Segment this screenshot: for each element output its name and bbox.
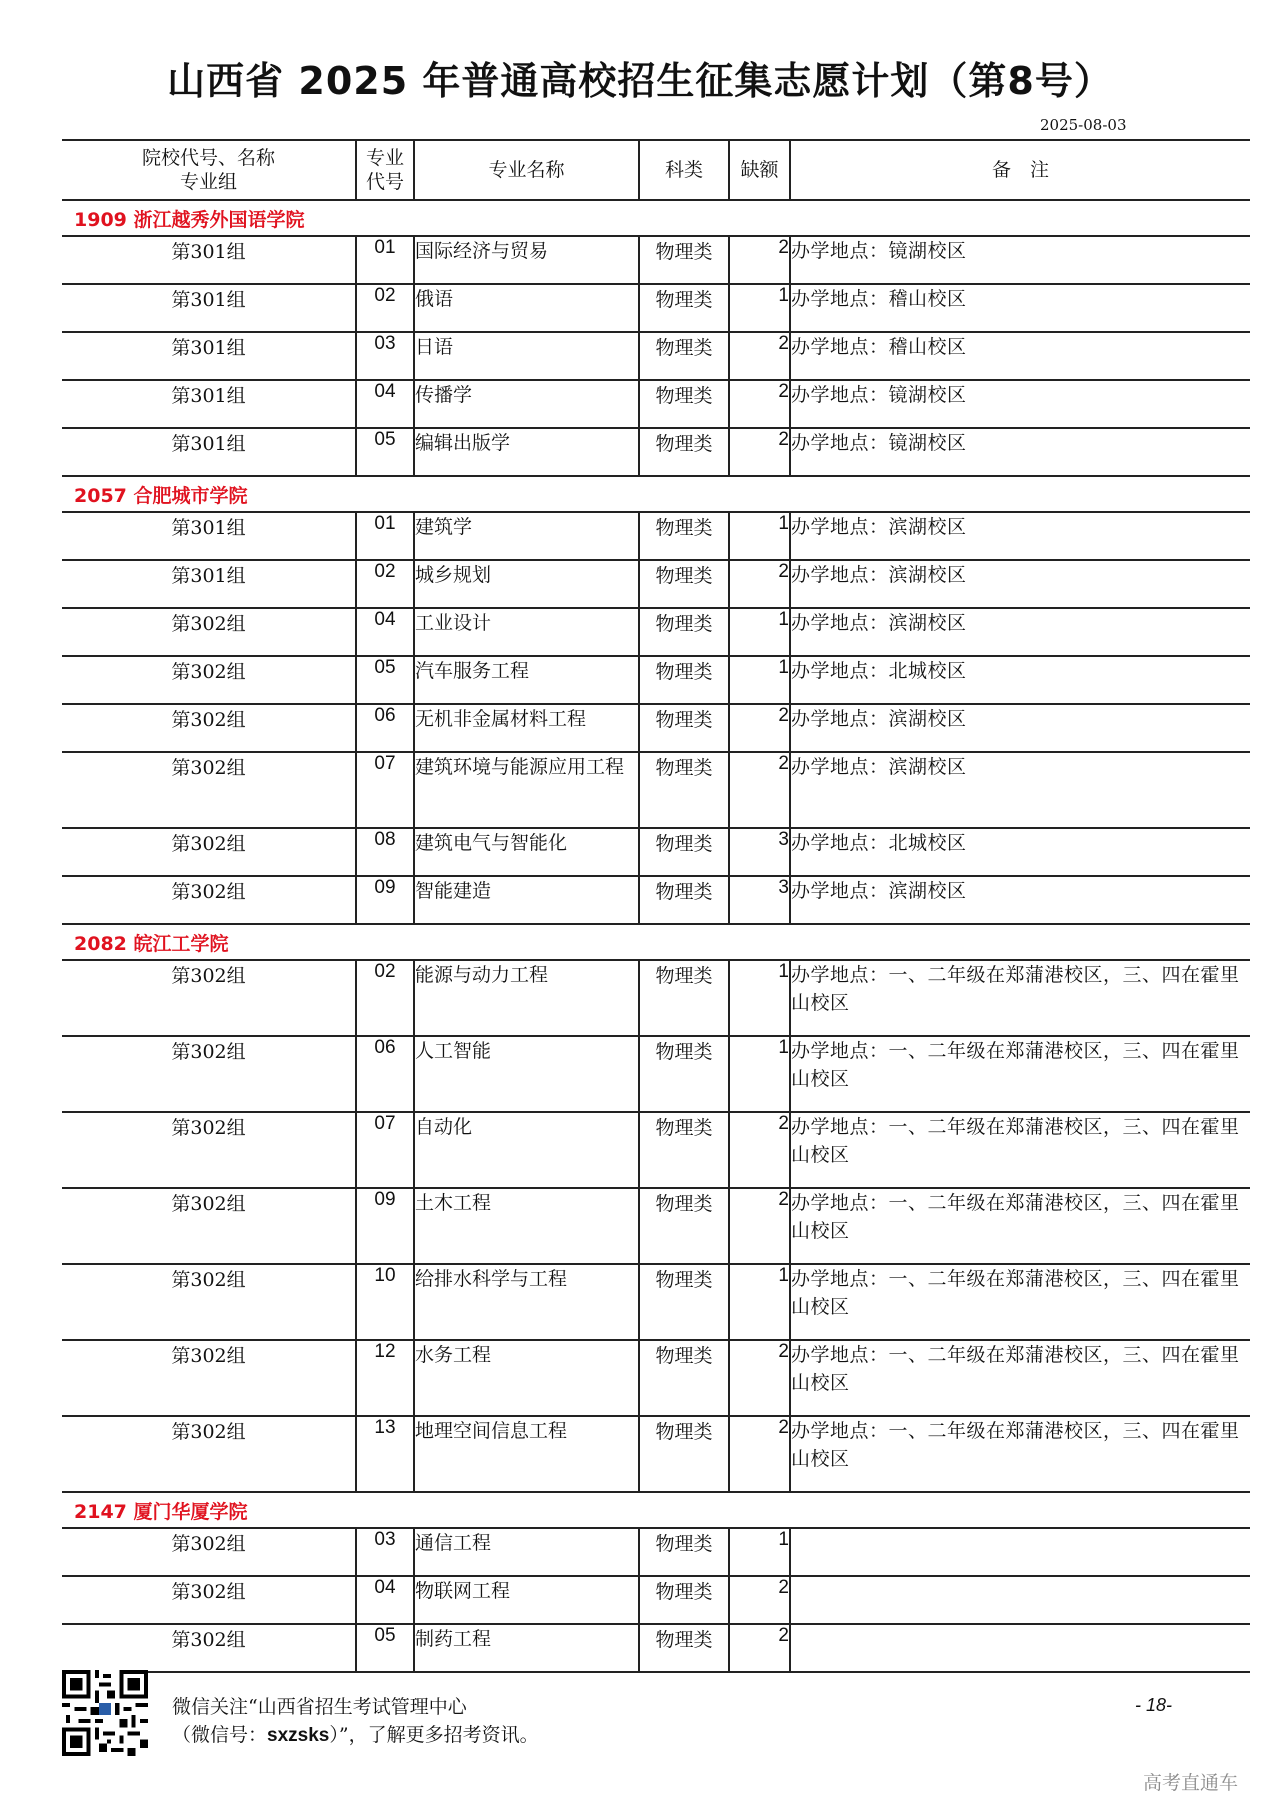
major-code-cell: 06 [356, 1036, 414, 1112]
table-row [62, 1112, 1250, 1188]
subject-type-cell: 物理类 [639, 560, 729, 608]
major-code-cell: 04 [356, 1576, 414, 1624]
major-name-cell: 建筑学 [414, 512, 639, 560]
major-name-cell: 汽车服务工程 [414, 656, 639, 704]
subject-type-cell: 物理类 [639, 284, 729, 332]
table-row [62, 1528, 1250, 1576]
table-row [62, 512, 1250, 560]
wechat-id: sxzsks [267, 1725, 330, 1746]
quota-cell: 2 [729, 1624, 790, 1672]
subject-type-cell: 物理类 [639, 1624, 729, 1672]
major-name-cell: 制药工程 [414, 1624, 639, 1672]
subject-type-cell: 物理类 [639, 1188, 729, 1264]
major-name-cell: 国际经济与贸易 [414, 236, 639, 284]
major-code-cell: 07 [356, 1112, 414, 1188]
major-name-cell: 通信工程 [414, 1528, 639, 1576]
major-name-cell: 智能建造 [414, 876, 639, 924]
school-name: 1909 浙江越秀外国语学院 [62, 200, 1250, 236]
major-name-cell: 无机非金属材料工程 [414, 704, 639, 752]
subject-type-cell: 物理类 [639, 1036, 729, 1112]
subject-type-cell: 物理类 [639, 236, 729, 284]
table-row [62, 380, 1250, 428]
major-code-cell: 02 [356, 960, 414, 1036]
subject-type-cell: 物理类 [639, 1340, 729, 1416]
group-cell: 第302组 [62, 704, 356, 752]
group-cell: 第302组 [62, 656, 356, 704]
table-row [62, 236, 1250, 284]
note-cell: 办学地点：一、二年级在郑蒲港校区，三、四在霍里山校区 [790, 1416, 1250, 1492]
header-quota: 缺额 [729, 140, 790, 200]
page-title: 山西省 2025 年普通高校招生征集志愿计划（第8号） [167, 59, 1113, 103]
header-code-line2: 代号 [365, 171, 404, 193]
group-cell: 第301组 [62, 380, 356, 428]
note-cell: 办学地点：稽山校区 [790, 332, 1250, 380]
note-cell: 办学地点：滨湖校区 [790, 512, 1250, 560]
major-code-cell: 10 [356, 1264, 414, 1340]
note-cell: 办学地点：滨湖校区 [790, 752, 1250, 828]
group-cell: 第302组 [62, 1528, 356, 1576]
group-cell: 第302组 [62, 1416, 356, 1492]
quota-cell: 1 [729, 512, 790, 560]
major-code-cell: 01 [356, 236, 414, 284]
quota-cell: 2 [729, 332, 790, 380]
quota-cell: 1 [729, 1036, 790, 1112]
major-name-cell: 水务工程 [414, 1340, 639, 1416]
quota-cell: 1 [729, 608, 790, 656]
major-name-cell: 土木工程 [414, 1188, 639, 1264]
page-number: - 18- [1135, 1695, 1173, 1715]
subject-type-cell: 物理类 [639, 332, 729, 380]
major-code-cell: 05 [356, 428, 414, 476]
table-header-row [62, 140, 1250, 200]
table-row [62, 332, 1250, 380]
watermark: 高考直通车 [1143, 1772, 1239, 1794]
quota-cell: 2 [729, 1188, 790, 1264]
note-cell: 办学地点：一、二年级在郑蒲港校区，三、四在霍里山校区 [790, 1340, 1250, 1416]
subject-type-cell: 物理类 [639, 380, 729, 428]
table-row [62, 1576, 1250, 1624]
table-body [62, 200, 1250, 1672]
subject-type-cell: 物理类 [639, 428, 729, 476]
note-cell: 办学地点：滨湖校区 [790, 704, 1250, 752]
major-name-cell: 建筑电气与智能化 [414, 828, 639, 876]
major-code-cell: 06 [356, 704, 414, 752]
subject-type-cell: 物理类 [639, 828, 729, 876]
subject-type-cell: 物理类 [639, 752, 729, 828]
major-name-cell: 传播学 [414, 380, 639, 428]
subject-type-cell: 物理类 [639, 876, 729, 924]
major-code-cell: 03 [356, 1528, 414, 1576]
footer-line1: 微信关注“山西省招生考试管理中心 [172, 1696, 467, 1718]
major-code-cell: 02 [356, 284, 414, 332]
school-section-header [62, 924, 1250, 960]
group-cell: 第302组 [62, 1112, 356, 1188]
major-code-cell: 01 [356, 512, 414, 560]
group-cell: 第302组 [62, 1264, 356, 1340]
school-name: 2147 厦门华厦学院 [62, 1492, 1250, 1528]
quota-cell: 2 [729, 428, 790, 476]
group-cell: 第301组 [62, 284, 356, 332]
quota-cell: 1 [729, 284, 790, 332]
note-cell [790, 1576, 1250, 1624]
note-cell: 办学地点：镜湖校区 [790, 428, 1250, 476]
header-subject-type: 科类 [639, 140, 729, 200]
quota-cell: 2 [729, 1112, 790, 1188]
major-name-cell: 建筑环境与能源应用工程 [414, 752, 639, 828]
table-row [62, 1624, 1250, 1672]
major-code-cell: 09 [356, 1188, 414, 1264]
publish-date: 2025-08-03 [1040, 116, 1127, 134]
table-row [62, 752, 1250, 828]
quota-cell: 2 [729, 1576, 790, 1624]
group-cell: 第302组 [62, 828, 356, 876]
quota-cell: 1 [729, 960, 790, 1036]
quota-cell: 1 [729, 656, 790, 704]
subject-type-cell: 物理类 [639, 1264, 729, 1340]
group-cell: 第301组 [62, 512, 356, 560]
group-cell: 第302组 [62, 1036, 356, 1112]
major-name-cell: 地理空间信息工程 [414, 1416, 639, 1492]
footer-wechat-notice [172, 1693, 539, 1750]
group-cell: 第302组 [62, 608, 356, 656]
note-cell: 办学地点：一、二年级在郑蒲港校区，三、四在霍里山校区 [790, 1036, 1250, 1112]
quota-cell: 2 [729, 752, 790, 828]
quota-cell: 3 [729, 828, 790, 876]
header-school-group [62, 140, 356, 200]
quota-cell: 2 [729, 236, 790, 284]
subject-type-cell: 物理类 [639, 512, 729, 560]
group-cell: 第302组 [62, 1188, 356, 1264]
header-group-label: 专业组 [179, 171, 237, 193]
major-code-cell: 12 [356, 1340, 414, 1416]
header-major-name: 专业名称 [414, 140, 639, 200]
major-code-cell: 04 [356, 608, 414, 656]
major-name-cell: 日语 [414, 332, 639, 380]
note-cell: 办学地点：一、二年级在郑蒲港校区，三、四在霍里山校区 [790, 1112, 1250, 1188]
header-school-label: 院校代号、名称 [141, 147, 275, 169]
footer-line2-prefix: （微信号： [172, 1724, 268, 1746]
school-name: 2057 合肥城市学院 [62, 476, 1250, 512]
major-name-cell: 能源与动力工程 [414, 960, 639, 1036]
note-cell: 办学地点：滨湖校区 [790, 560, 1250, 608]
major-code-cell: 02 [356, 560, 414, 608]
note-cell: 办学地点：滨湖校区 [790, 608, 1250, 656]
subject-type-cell: 物理类 [639, 656, 729, 704]
major-code-cell: 05 [356, 1624, 414, 1672]
subject-type-cell: 物理类 [639, 1576, 729, 1624]
quota-cell: 1 [729, 1264, 790, 1340]
table-row [62, 1188, 1250, 1264]
note-cell: 办学地点：一、二年级在郑蒲港校区，三、四在霍里山校区 [790, 1264, 1250, 1340]
major-name-cell: 俄语 [414, 284, 639, 332]
major-name-cell: 工业设计 [414, 608, 639, 656]
group-cell: 第302组 [62, 752, 356, 828]
group-cell: 第301组 [62, 332, 356, 380]
group-cell: 第302组 [62, 876, 356, 924]
header-note: 备 注 [790, 140, 1250, 200]
table-row [62, 1340, 1250, 1416]
major-code-cell: 13 [356, 1416, 414, 1492]
quota-cell: 2 [729, 704, 790, 752]
school-section-header [62, 200, 1250, 236]
table-row [62, 828, 1250, 876]
footer-line2-suffix: ）”，了解更多招考资讯。 [329, 1724, 539, 1746]
major-code-cell: 08 [356, 828, 414, 876]
subject-type-cell: 物理类 [639, 960, 729, 1036]
quota-cell: 2 [729, 1416, 790, 1492]
school-section-header [62, 1492, 1250, 1528]
major-name-cell: 人工智能 [414, 1036, 639, 1112]
subject-type-cell: 物理类 [639, 608, 729, 656]
school-name: 2082 皖江工学院 [62, 924, 1250, 960]
note-cell: 办学地点：稽山校区 [790, 284, 1250, 332]
major-code-cell: 04 [356, 380, 414, 428]
note-cell: 办学地点：北城校区 [790, 828, 1250, 876]
footer-line2 [172, 1721, 539, 1750]
table-row [62, 656, 1250, 704]
table-row [62, 876, 1250, 924]
quota-cell: 2 [729, 560, 790, 608]
note-cell: 办学地点：一、二年级在郑蒲港校区，三、四在霍里山校区 [790, 960, 1250, 1036]
header-code-line1: 专业 [365, 147, 404, 169]
group-cell: 第301组 [62, 428, 356, 476]
quota-cell: 3 [729, 876, 790, 924]
table-row [62, 1036, 1250, 1112]
table-row [62, 560, 1250, 608]
note-cell [790, 1624, 1250, 1672]
subject-type-cell: 物理类 [639, 704, 729, 752]
major-name-cell: 物联网工程 [414, 1576, 639, 1624]
table-row [62, 608, 1250, 656]
group-cell: 第302组 [62, 960, 356, 1036]
major-name-cell: 自动化 [414, 1112, 639, 1188]
table-row [62, 1416, 1250, 1492]
major-name-cell: 编辑出版学 [414, 428, 639, 476]
note-cell: 办学地点：北城校区 [790, 656, 1250, 704]
subject-type-cell: 物理类 [639, 1416, 729, 1492]
subject-type-cell: 物理类 [639, 1112, 729, 1188]
quota-cell: 2 [729, 1340, 790, 1416]
enrollment-plan-table [62, 139, 1250, 1673]
major-code-cell: 07 [356, 752, 414, 828]
table-row [62, 428, 1250, 476]
header-major-code [356, 140, 414, 200]
school-section-header [62, 476, 1250, 512]
quota-cell: 2 [729, 380, 790, 428]
group-cell: 第302组 [62, 1576, 356, 1624]
note-cell: 办学地点：镜湖校区 [790, 236, 1250, 284]
note-cell [790, 1528, 1250, 1576]
note-cell: 办学地点：镜湖校区 [790, 380, 1250, 428]
major-code-cell: 03 [356, 332, 414, 380]
table-row [62, 284, 1250, 332]
group-cell: 第301组 [62, 236, 356, 284]
major-name-cell: 给排水科学与工程 [414, 1264, 639, 1340]
note-cell: 办学地点：滨湖校区 [790, 876, 1250, 924]
table-row [62, 704, 1250, 752]
group-cell: 第302组 [62, 1340, 356, 1416]
major-name-cell: 城乡规划 [414, 560, 639, 608]
table-row [62, 960, 1250, 1036]
subject-type-cell: 物理类 [639, 1528, 729, 1576]
quota-cell: 1 [729, 1528, 790, 1576]
group-cell: 第302组 [62, 1624, 356, 1672]
group-cell: 第301组 [62, 560, 356, 608]
major-code-cell: 09 [356, 876, 414, 924]
qr-code-icon [62, 1670, 148, 1756]
note-cell: 办学地点：一、二年级在郑蒲港校区，三、四在霍里山校区 [790, 1188, 1250, 1264]
table-row [62, 1264, 1250, 1340]
major-code-cell: 05 [356, 656, 414, 704]
